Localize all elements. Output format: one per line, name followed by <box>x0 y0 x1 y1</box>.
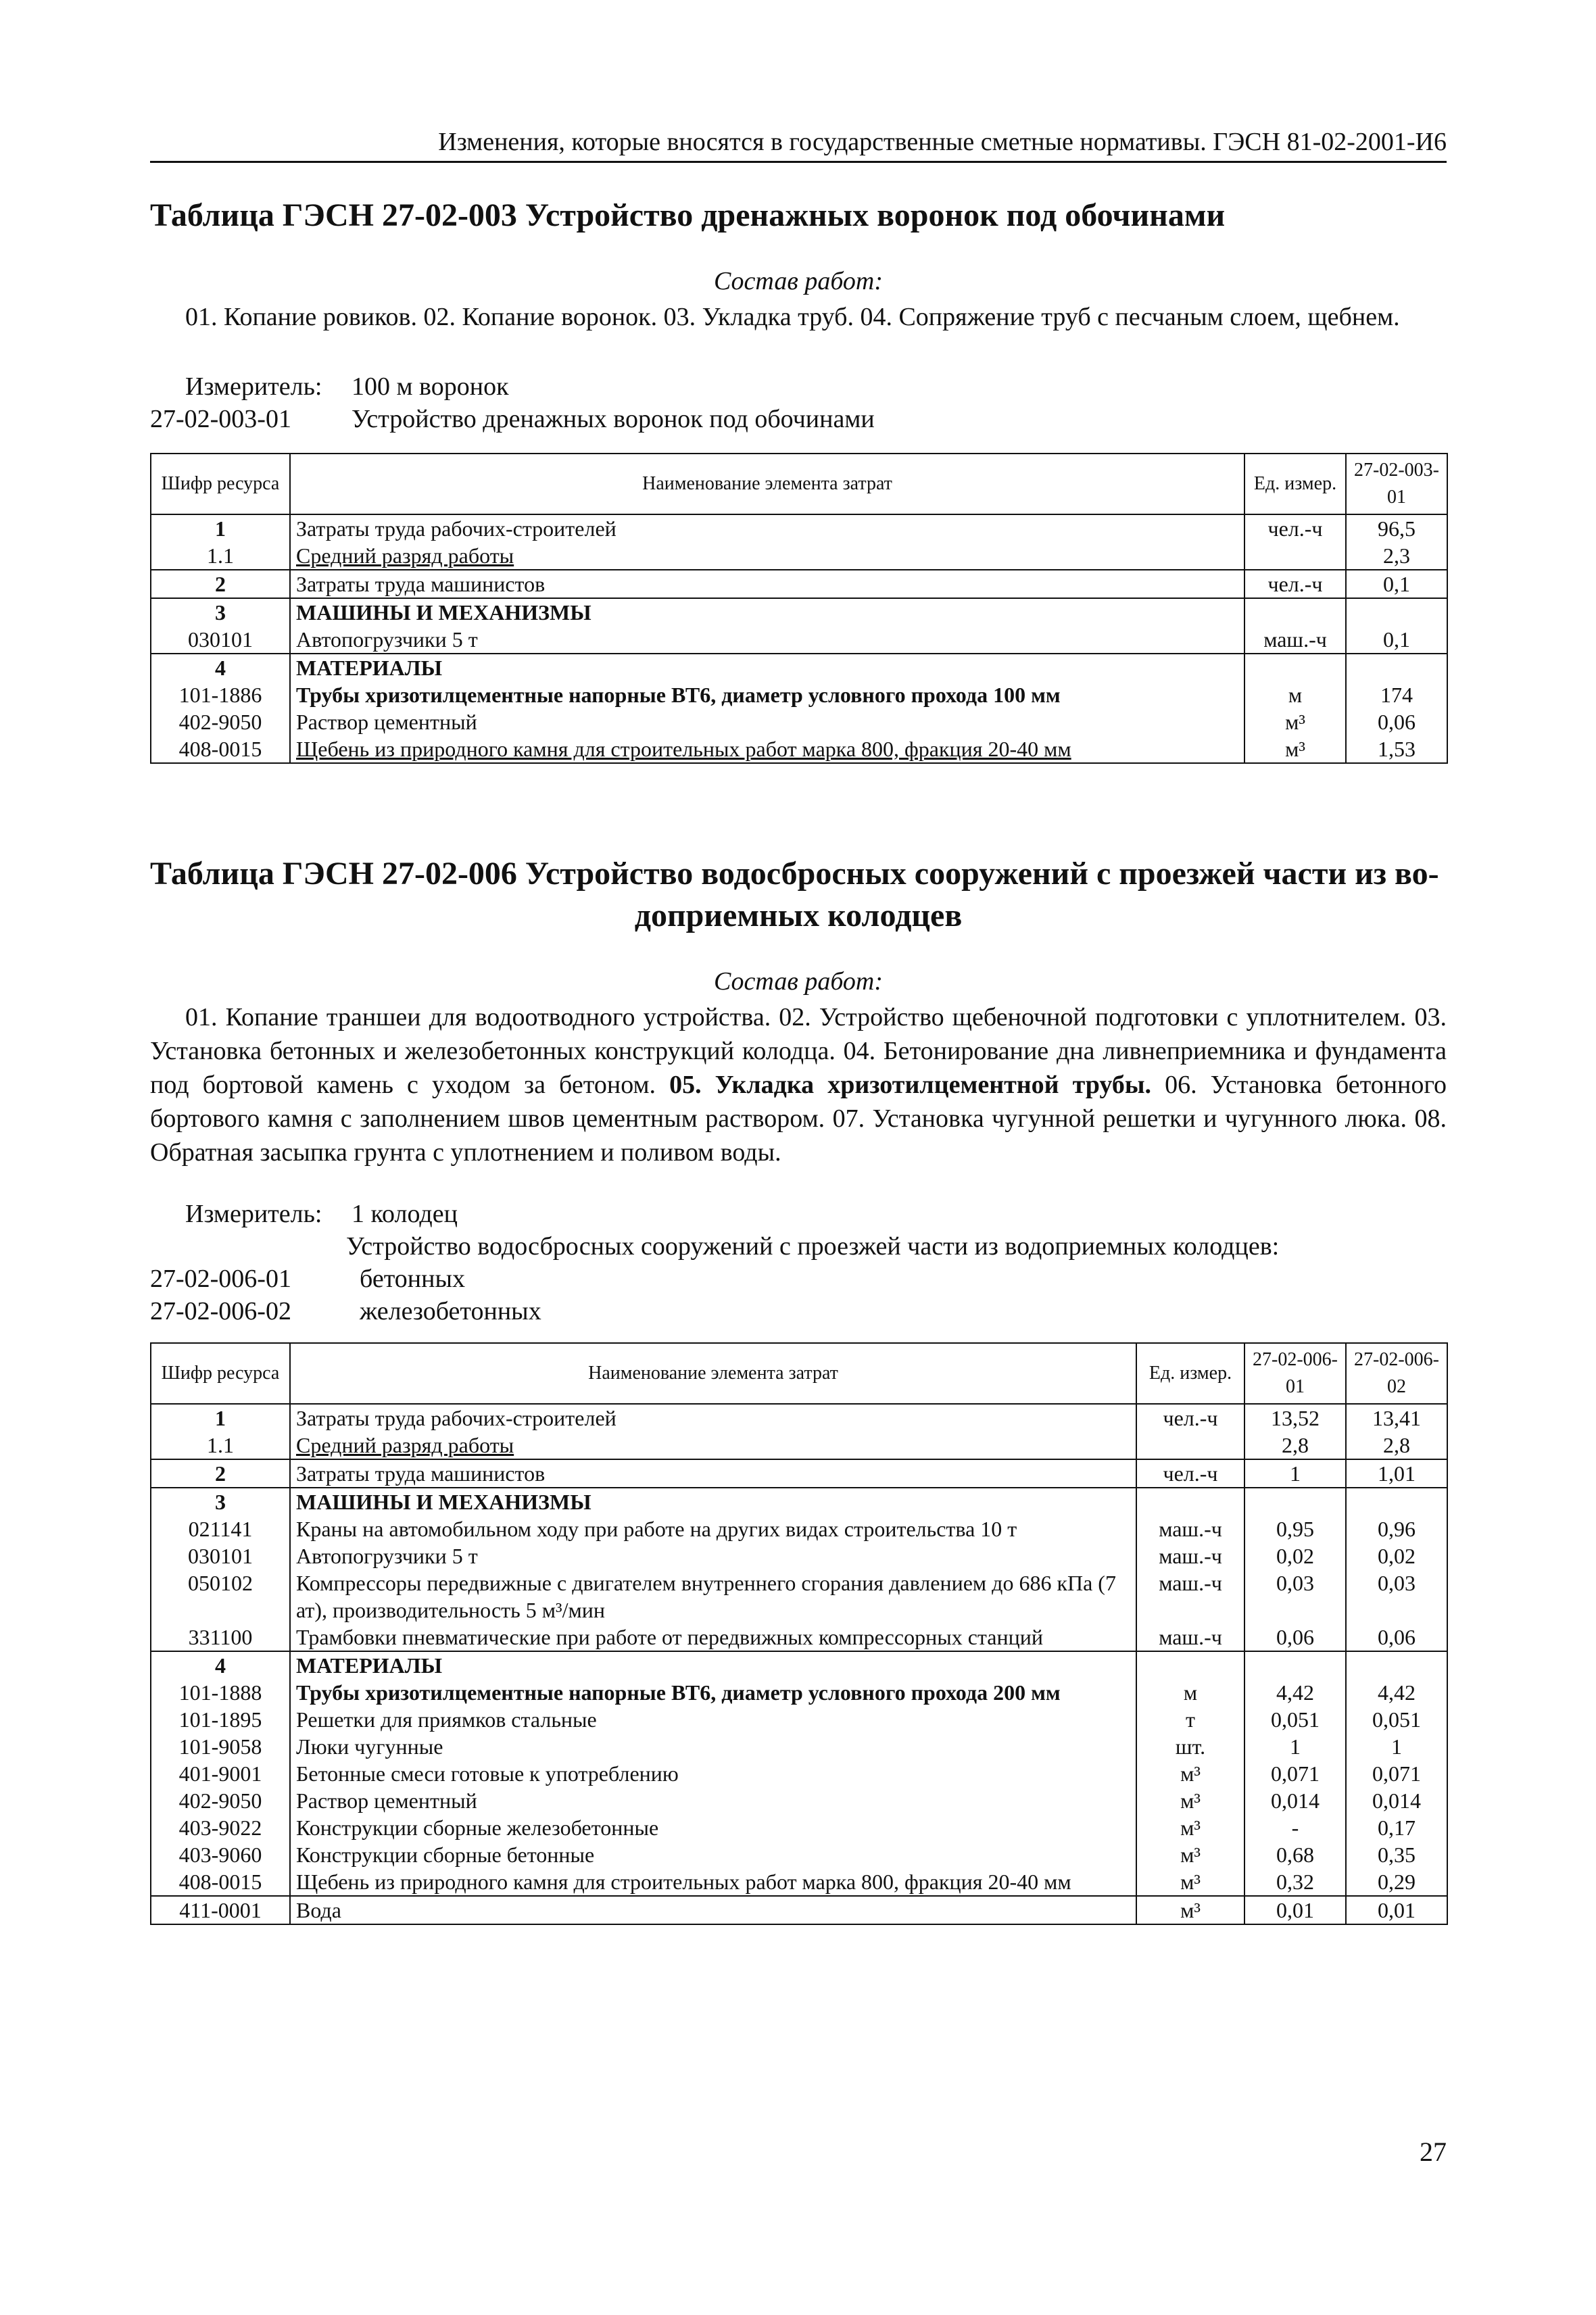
row-name: Решетки для приямков стальные <box>290 1706 1136 1733</box>
table-row <box>151 1404 1447 1432</box>
row-name: Раствор цементный <box>290 1787 1136 1814</box>
table-title-27-02-006-line2: доприемных колодцев <box>634 898 963 933</box>
row-value-2: 0,071 <box>1346 1760 1447 1787</box>
table-row <box>151 1432 1447 1459</box>
row-code: 3 <box>151 598 290 626</box>
row-name: Вода <box>290 1896 1136 1924</box>
row-unit: маш.-ч <box>1136 1624 1244 1651</box>
row-value-2: 0,01 <box>1346 1896 1447 1924</box>
col-header-norm: 27-02-003-01 <box>1346 454 1447 514</box>
row-value-2: 0,06 <box>1346 1624 1447 1651</box>
row-unit: м³ <box>1136 1868 1244 1896</box>
table-row <box>151 1814 1447 1841</box>
row-value-1: 0,014 <box>1244 1787 1346 1814</box>
row-value-1: 13,52 <box>1244 1404 1346 1432</box>
row-code: 3 <box>151 1488 290 1515</box>
norm-name: Устройство дренажных воронок под обочинами <box>352 405 875 433</box>
norm-code: 27-02-006-01 <box>150 1265 291 1293</box>
row-value-1: 0,06 <box>1244 1624 1346 1651</box>
row-value-2: 2,8 <box>1346 1432 1447 1459</box>
col-header-code: Шифр ресурса <box>151 454 290 514</box>
row-unit: чел.-ч <box>1244 514 1346 542</box>
row-value-1: 1 <box>1244 1459 1346 1488</box>
works-text <box>150 1000 1447 1169</box>
table-row <box>151 1868 1447 1896</box>
table-row <box>151 570 1447 598</box>
row-name: МАШИНЫ И МЕХАНИЗМЫ <box>290 598 1244 626</box>
row-value: 0,06 <box>1346 708 1447 735</box>
section-27-02-003 <box>150 195 1447 764</box>
table-row <box>151 654 1447 681</box>
row-name: Трубы хризотилцементные напорные ВТ6, диаметр условного прохода 100 мм <box>290 681 1244 708</box>
row-value-1: 0,32 <box>1244 1868 1346 1896</box>
row-code: 331100 <box>151 1624 290 1651</box>
works-caption: Состав работ: <box>713 967 884 996</box>
row-value-1: 0,051 <box>1244 1706 1346 1733</box>
row-name: Компрессоры передвижные с двигателем внутреннего сгорания давлением до 686 кПа (7 ат), производительность 5 м³/мин <box>290 1569 1136 1624</box>
meter-value: 1 колодец <box>352 1200 458 1228</box>
row-name: МАТЕРИАЛЫ <box>290 654 1244 681</box>
row-value-1: - <box>1244 1814 1346 1841</box>
row-value: 1,53 <box>1346 735 1447 763</box>
table-row <box>151 1706 1447 1733</box>
col-header-unit: Ед. измер. <box>1244 454 1346 514</box>
row-value-2: 0,96 <box>1346 1515 1447 1542</box>
row-name: Автопогрузчики 5 т <box>290 626 1244 654</box>
table-row <box>151 1651 1447 1679</box>
row-unit: м³ <box>1136 1841 1244 1868</box>
row-code: 1.1 <box>151 1432 290 1459</box>
table-row <box>151 626 1447 654</box>
table-row <box>151 1569 1447 1624</box>
row-value-1: 4,42 <box>1244 1679 1346 1706</box>
row-code: 101-1888 <box>151 1679 290 1706</box>
row-value: 174 <box>1346 681 1447 708</box>
works-text-part-b: 06. Установка бетонного бортового камня с заполнением швов цементным раствором. 07. Установка чугунной решетки и чугунного люка. 08. Обратная засыпка грунта с уплотнением и поливом воды. <box>150 1071 1447 1167</box>
col-header-name: Наименование элемента затрат <box>290 1343 1136 1404</box>
row-name: Затраты труда рабочих-строителей <box>290 514 1244 542</box>
row-unit <box>1136 1432 1244 1459</box>
col-header-code: Шифр ресурса <box>151 1343 290 1404</box>
row-value-1: 0,68 <box>1244 1841 1346 1868</box>
row-value-2 <box>1346 1488 1447 1515</box>
table-row <box>151 1733 1447 1760</box>
row-unit: чел.-ч <box>1136 1459 1244 1488</box>
row-unit: маш.-ч <box>1136 1569 1244 1624</box>
table-row <box>151 1760 1447 1787</box>
row-value-1: 0,01 <box>1244 1896 1346 1924</box>
col-header-norm-2: 27-02-006-02 <box>1346 1343 1447 1404</box>
table-row <box>151 1624 1447 1651</box>
works-text-part-a: 01. Копание траншеи для водоотводного устройства. 02. Устройство щебеночной подготовки с уплотнителем. 03. Установка бетонных и железобетонных конструкций колодца. 04. Бетонирование дна ливнеприемника и фундамента под бортовой камень с уходом за бетоном. <box>150 1003 1447 1099</box>
row-unit: м <box>1136 1679 1244 1706</box>
row-unit: шт. <box>1136 1733 1244 1760</box>
row-value-2 <box>1346 1651 1447 1679</box>
row-code: 101-1895 <box>151 1706 290 1733</box>
row-unit: м³ <box>1136 1787 1244 1814</box>
row-code: 403-9060 <box>151 1841 290 1868</box>
page-number: 27 <box>1420 2137 1447 2167</box>
row-unit: чел.-ч <box>1244 570 1346 598</box>
row-code: 4 <box>151 1651 290 1679</box>
table-row <box>151 735 1447 763</box>
row-code: 021141 <box>151 1515 290 1542</box>
col-header-name: Наименование элемента затрат <box>290 454 1244 514</box>
row-name: МАШИНЫ И МЕХАНИЗМЫ <box>290 1488 1136 1515</box>
row-name: Конструкции сборные бетонные <box>290 1841 1136 1868</box>
norm-code: 27-02-006-02 <box>150 1297 291 1325</box>
table-row <box>151 1488 1447 1515</box>
row-unit: маш.-ч <box>1136 1515 1244 1542</box>
table-row <box>151 598 1447 626</box>
row-name: Краны на автомобильном ходу при работе на других видах строительства 10 т <box>290 1515 1136 1542</box>
row-code: 402-9050 <box>151 1787 290 1814</box>
row-value: 2,3 <box>1346 542 1447 570</box>
table-row <box>151 514 1447 542</box>
row-code: 030101 <box>151 626 290 654</box>
table-row <box>151 681 1447 708</box>
row-code: 403-9022 <box>151 1814 290 1841</box>
row-value-2: 0,17 <box>1346 1814 1447 1841</box>
row-name: Средний разряд работы <box>290 542 1244 570</box>
row-name: Трубы хризотилцементные напорные ВТ6, диаметр условного прохода 200 мм <box>290 1679 1136 1706</box>
row-unit: м³ <box>1136 1814 1244 1841</box>
row-value-1: 0,02 <box>1244 1542 1346 1569</box>
row-unit: м³ <box>1136 1760 1244 1787</box>
row-unit: м³ <box>1136 1896 1244 1924</box>
works-caption: Состав работ: <box>713 267 884 295</box>
row-code: 1.1 <box>151 542 290 570</box>
row-code: 101-1886 <box>151 681 290 708</box>
row-unit: м <box>1244 681 1346 708</box>
col-header-norm-1: 27-02-006-01 <box>1244 1343 1346 1404</box>
table-header-row <box>151 454 1447 514</box>
row-name: Бетонные смеси готовые к употреблению <box>290 1760 1136 1787</box>
row-value-2: 4,42 <box>1346 1679 1447 1706</box>
row-value-1 <box>1244 1488 1346 1515</box>
row-value-2: 0,02 <box>1346 1542 1447 1569</box>
row-value-2: 1,01 <box>1346 1459 1447 1488</box>
row-value-1: 0,03 <box>1244 1569 1346 1624</box>
row-value-1: 0,071 <box>1244 1760 1346 1787</box>
row-code: 4 <box>151 654 290 681</box>
works-text: 01. Копание ровиков. 02. Копание воронок. 03. Укладка труб. 04. Сопряжение труб с песчаным слоем, щебнем. <box>185 303 1400 331</box>
row-unit <box>1244 598 1346 626</box>
table-row <box>151 1841 1447 1868</box>
row-unit: т <box>1136 1706 1244 1733</box>
row-value: 0,1 <box>1346 570 1447 598</box>
works-text-bold: 05. Укладка хризотилцементной трубы. <box>669 1071 1152 1099</box>
row-code: 2 <box>151 570 290 598</box>
norm-line <box>150 403 1447 435</box>
row-unit <box>1136 1651 1244 1679</box>
col-header-unit: Ед. измер. <box>1136 1343 1244 1404</box>
row-name: Затраты труда рабочих-строителей <box>290 1404 1136 1432</box>
row-unit <box>1244 654 1346 681</box>
table-header-row <box>151 1343 1447 1404</box>
row-value: 96,5 <box>1346 514 1447 542</box>
row-code: 030101 <box>151 1542 290 1569</box>
table-row <box>151 1787 1447 1814</box>
row-name: Затраты труда машинистов <box>290 570 1244 598</box>
table-row <box>151 542 1447 570</box>
row-unit <box>1136 1488 1244 1515</box>
row-code: 401-9001 <box>151 1760 290 1787</box>
table-row <box>151 1515 1447 1542</box>
row-name: Конструкции сборные железобетонные <box>290 1814 1136 1841</box>
meter-label: Измеритель: <box>185 1200 322 1228</box>
norm-name: железобетонных <box>360 1297 541 1325</box>
table-title-27-02-006-line1: Таблица ГЭСН 27-02-006 Устройство водосбросных сооружений с проезжей части из во- <box>150 856 1439 892</box>
row-code: 050102 <box>151 1569 290 1624</box>
row-name: Щебень из природного камня для строительных работ марка 800, фракция 20-40 мм <box>290 1868 1136 1896</box>
row-value <box>1346 654 1447 681</box>
row-name: Затраты труда машинистов <box>290 1459 1136 1488</box>
norm-code: 27-02-003-01 <box>150 405 291 433</box>
row-name: Люки чугунные <box>290 1733 1136 1760</box>
table-row <box>151 1542 1447 1569</box>
row-code: 411-0001 <box>151 1896 290 1924</box>
document-page <box>150 0 1447 2315</box>
norm-line-2 <box>150 1295 1447 1327</box>
row-code: 402-9050 <box>151 708 290 735</box>
row-value-1: 2,8 <box>1244 1432 1346 1459</box>
table-row <box>151 1896 1447 1924</box>
row-unit: м³ <box>1244 735 1346 763</box>
norm-intro: Устройство водосбросных сооружений с проезжей части из водоприемных колодцев: <box>346 1232 1280 1261</box>
row-value-2: 0,014 <box>1346 1787 1447 1814</box>
row-code: 408-0015 <box>151 1868 290 1896</box>
row-value-2: 1 <box>1346 1733 1447 1760</box>
row-name: Щебень из природного камня для строительных работ марка 800, фракция 20-40 мм <box>290 735 1244 763</box>
row-value: 0,1 <box>1346 626 1447 654</box>
meter-value: 100 м воронок <box>352 372 509 401</box>
row-name: Средний разряд работы <box>290 1432 1136 1459</box>
norm-name: бетонных <box>360 1265 466 1293</box>
row-value-2: 0,03 <box>1346 1569 1447 1624</box>
row-value-2: 0,051 <box>1346 1706 1447 1733</box>
row-value-2: 13,41 <box>1346 1404 1447 1432</box>
row-value-1: 1 <box>1244 1733 1346 1760</box>
meter-label: Измеритель: <box>185 372 322 401</box>
table-title-27-02-003: Таблица ГЭСН 27-02-003 Устройство дренажных воронок под обочинами <box>150 197 1226 233</box>
norm-line-1 <box>150 1263 1447 1295</box>
row-unit <box>1244 542 1346 570</box>
row-unit: чел.-ч <box>1136 1404 1244 1432</box>
row-code: 2 <box>151 1459 290 1488</box>
table-row <box>151 708 1447 735</box>
row-value-2: 0,29 <box>1346 1868 1447 1896</box>
meter-line <box>150 370 1447 403</box>
row-name: Автопогрузчики 5 т <box>290 1542 1136 1569</box>
resource-table-27-02-003 <box>150 453 1448 764</box>
section-27-02-006 <box>150 853 1447 1925</box>
resource-table-27-02-006 <box>150 1342 1448 1925</box>
row-value-1: 0,95 <box>1244 1515 1346 1542</box>
row-code: 1 <box>151 1404 290 1432</box>
row-value-1 <box>1244 1651 1346 1679</box>
meter-line <box>150 1198 1447 1230</box>
running-header: Изменения, которые вносятся в государственные сметные нормативы. ГЭСН 81-02-2001-И6 <box>150 126 1447 163</box>
row-name: Трамбовки пневматические при работе от передвижных компрессорных станций <box>290 1624 1136 1651</box>
table-row <box>151 1459 1447 1488</box>
row-name: Раствор цементный <box>290 708 1244 735</box>
row-code: 101-9058 <box>151 1733 290 1760</box>
table-row <box>151 1679 1447 1706</box>
row-name: МАТЕРИАЛЫ <box>290 1651 1136 1679</box>
row-code: 1 <box>151 514 290 542</box>
row-value-2: 0,35 <box>1346 1841 1447 1868</box>
row-unit: маш.-ч <box>1136 1542 1244 1569</box>
row-unit: м³ <box>1244 708 1346 735</box>
row-value <box>1346 598 1447 626</box>
row-unit: маш.-ч <box>1244 626 1346 654</box>
row-code: 408-0015 <box>151 735 290 763</box>
